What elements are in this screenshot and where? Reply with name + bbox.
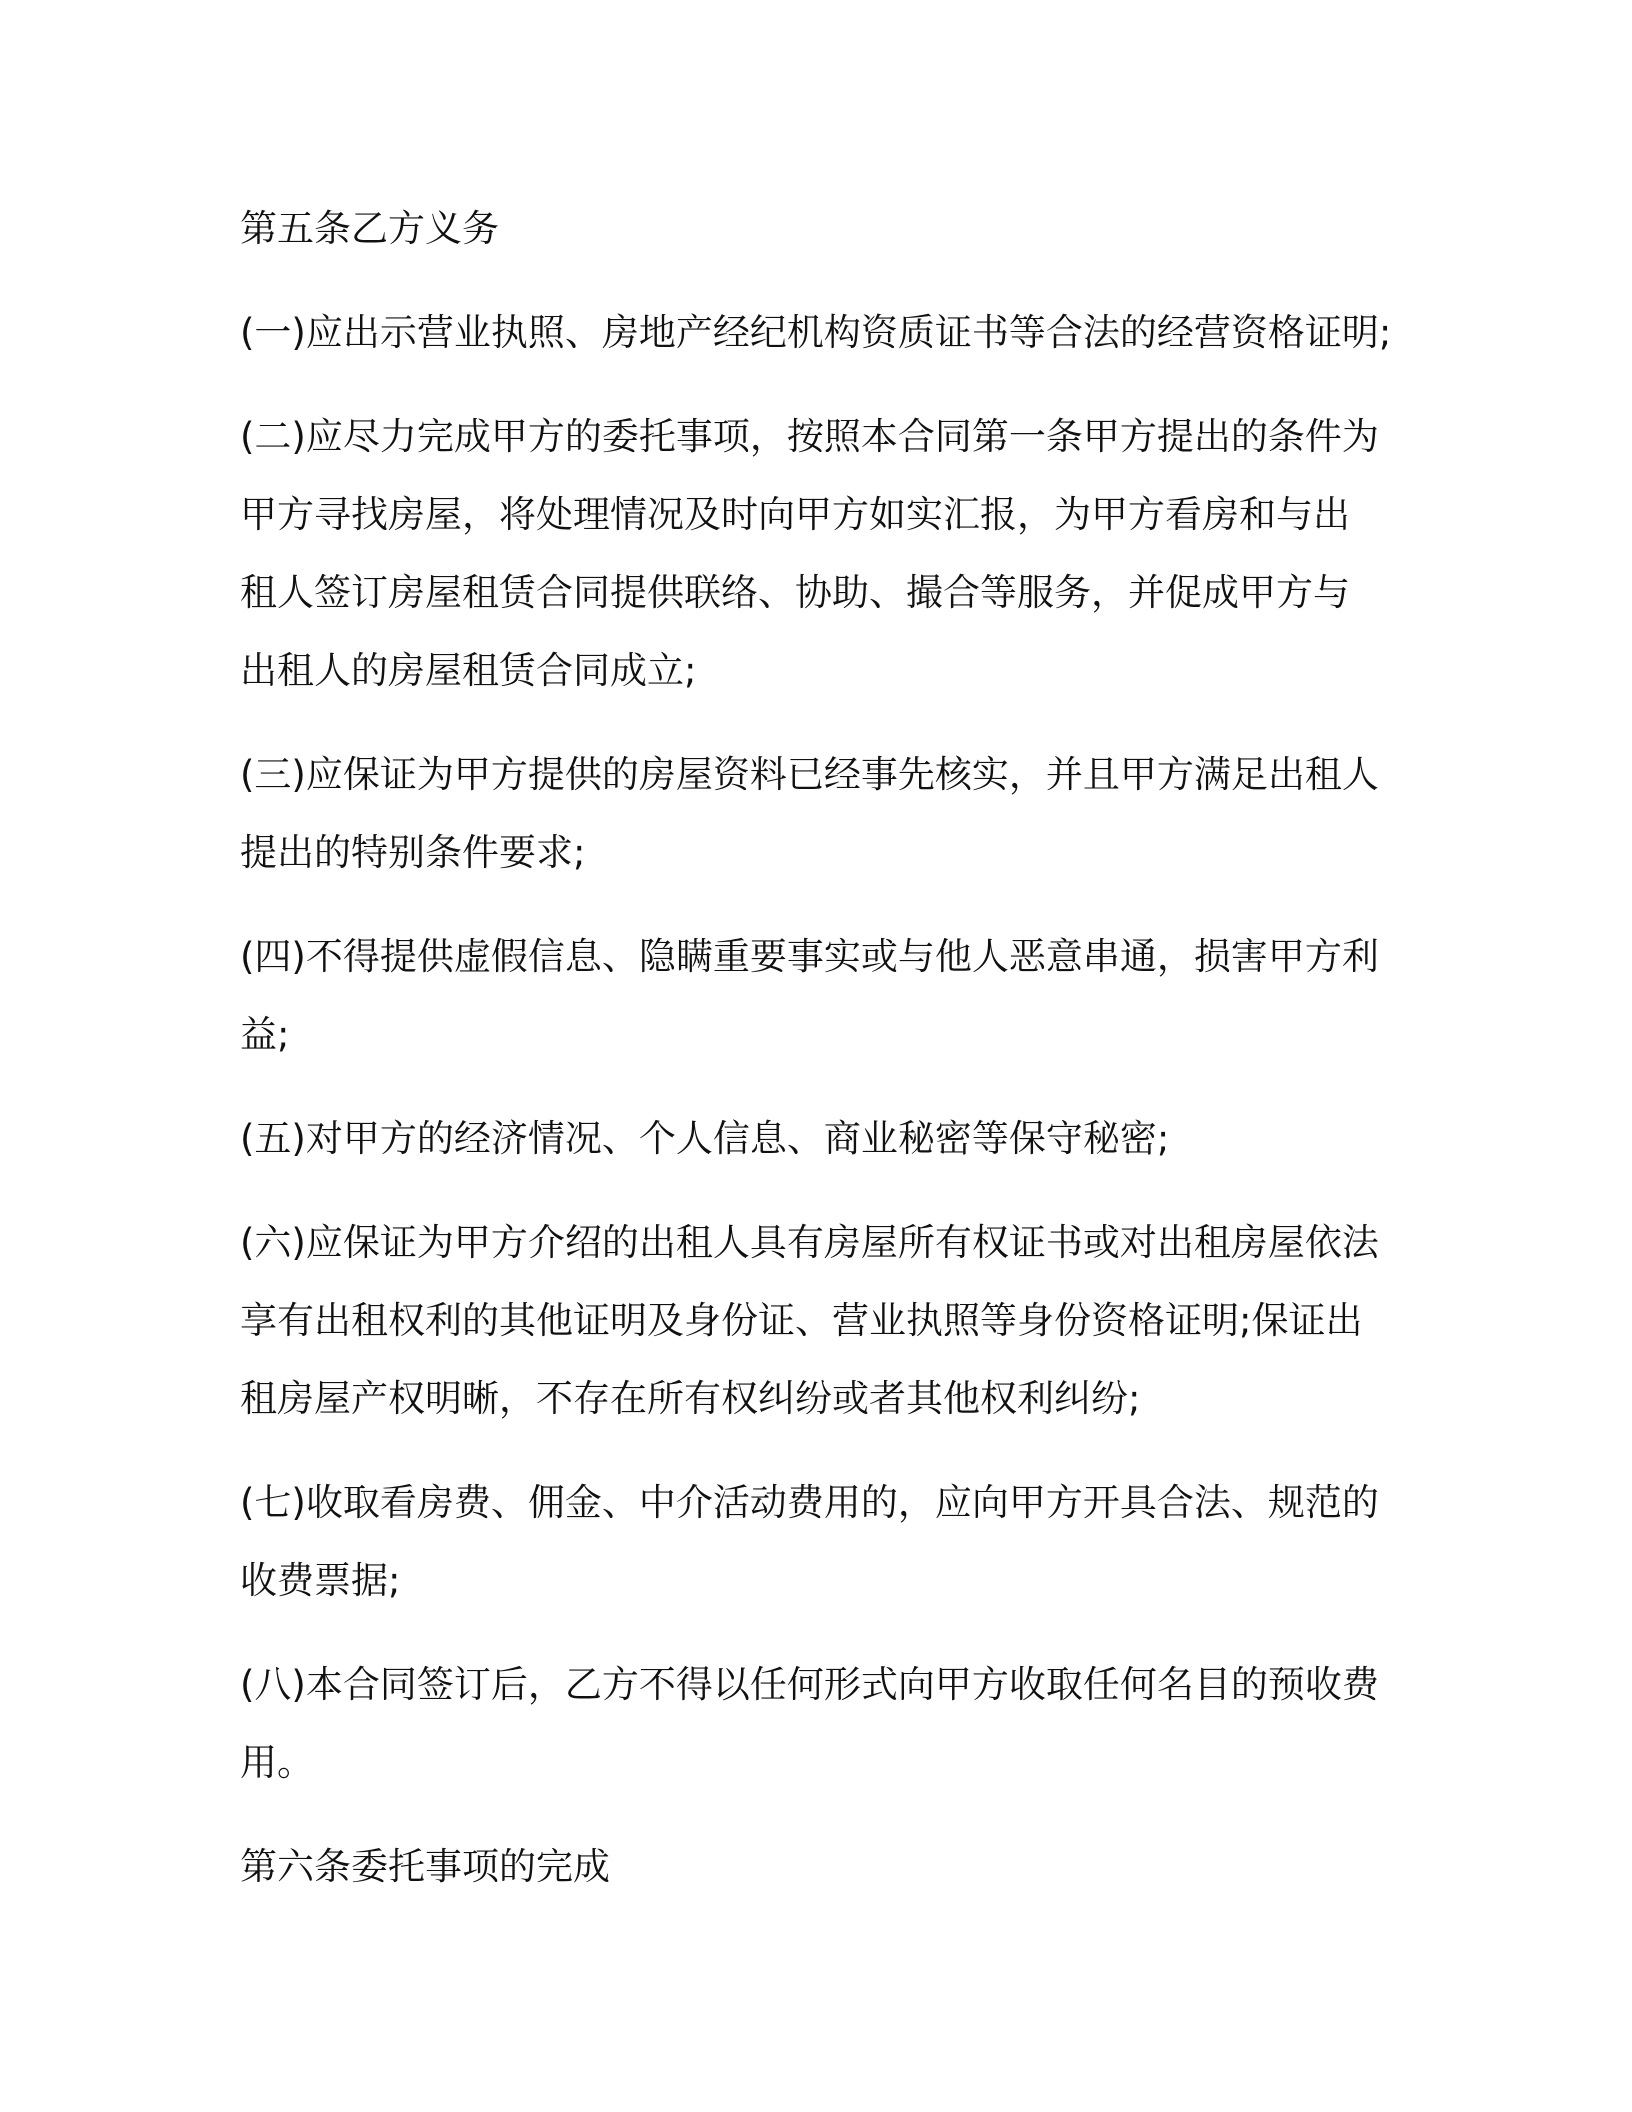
clause-line: (二)应尽力完成甲方的委托事项，按照本合同第一条甲方提出的条件为 — [240, 415, 1379, 458]
clause-line: 用。 — [240, 1741, 314, 1784]
clause-line: 益; — [240, 1013, 290, 1056]
clause-4 — [240, 918, 1400, 1074]
clause-8 — [240, 1646, 1400, 1802]
clause-line: 租人签订房屋租赁合同提供联络、协助、撮合等服务，并促成甲方与 — [240, 571, 1350, 614]
clause-7 — [240, 1464, 1400, 1620]
clause-line: 提出的特别条件要求; — [240, 831, 586, 874]
clause-line: (七)收取看房费、佣金、中介活动费用的，应向甲方开具合法、规范的 — [240, 1481, 1379, 1524]
clause-line: (六)应保证为甲方介绍的出租人具有房屋所有权证书或对出租房屋依法 — [240, 1221, 1379, 1264]
clause-line: (三)应保证为甲方提供的房屋资料已经事先核实，并且甲方满足出租人 — [240, 753, 1379, 796]
clause-line: (五)对甲方的经济情况、个人信息、商业秘密等保守秘密; — [240, 1117, 1170, 1160]
clause-line: 甲方寻找房屋，将处理情况及时向甲方如实汇报，为甲方看房和与出 — [240, 493, 1350, 536]
clause-line: 租房屋产权明晰，不存在所有权纠纷或者其他权利纠纷; — [240, 1377, 1141, 1420]
clause-3 — [240, 736, 1400, 892]
document-body — [240, 190, 1400, 1932]
clause-line: 享有出租权利的其他证明及身份证、营业执照等身份资格证明;保证出 — [240, 1299, 1363, 1342]
clause-6 — [240, 1204, 1400, 1438]
section-heading-article-5: 第五条乙方义务 — [240, 207, 499, 250]
clause-line: (八)本合同签订后，乙方不得以任何形式向甲方收取任何名目的预收费 — [240, 1663, 1379, 1706]
clause-2 — [240, 398, 1400, 710]
clause-line: 出租人的房屋租赁合同成立; — [240, 649, 697, 692]
clause-line: (一)应出示营业执照、房地产经纪机构资质证书等合法的经营资格证明; — [240, 311, 1392, 354]
section-heading-article-6: 第六条委托事项的完成 — [240, 1845, 610, 1888]
clause-5 — [240, 1100, 1400, 1178]
clause-1 — [240, 294, 1400, 372]
clause-line: (四)不得提供虚假信息、隐瞒重要事实或与他人恶意串通，损害甲方利 — [240, 935, 1379, 978]
clause-line: 收费票据; — [240, 1559, 401, 1602]
